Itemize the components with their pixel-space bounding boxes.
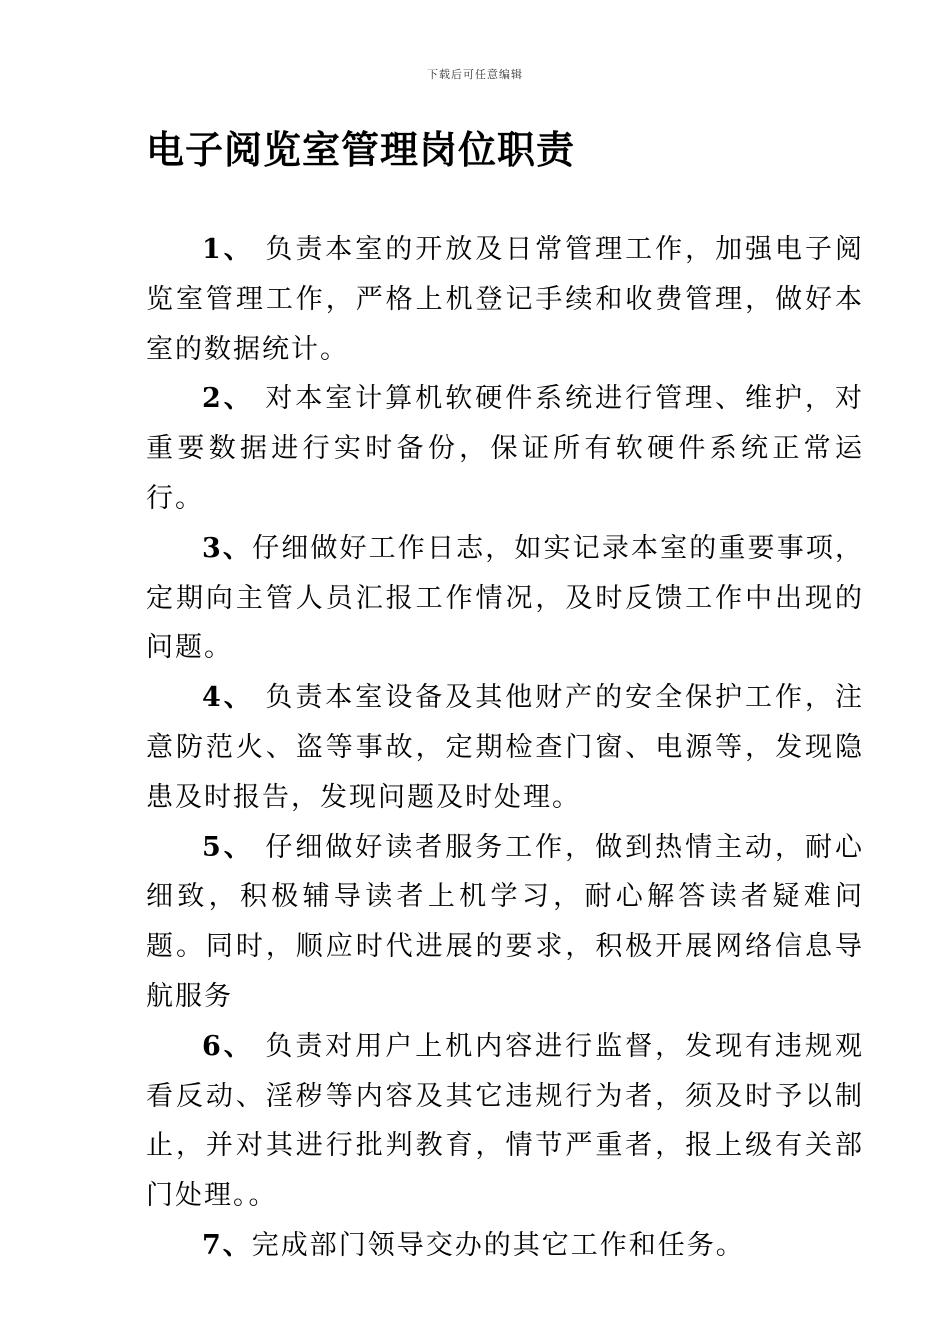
duty-text: 仔细做好工作日志，如实记录本室的重要事项，定期向主管人员汇报工作情况，及时反馈工作中出现的问题。: [146, 532, 864, 664]
document-title: 电子阅览室管理岗位职责: [146, 128, 576, 172]
duty-text: 负责本室设备及其他财产的安全保护工作，注意防范火、盗等事故，定期检查门窗、电源等，发现隐患及时报告，发现问题及时处理。: [146, 682, 865, 813]
duty-number: 6、: [202, 1030, 254, 1062]
duty-separator: [254, 832, 266, 863]
duty-item: [146, 225, 864, 374]
duty-number: 1、: [202, 234, 254, 265]
duty-number: 7、: [202, 1229, 252, 1261]
duty-text: 完成部门领导交办的其它工作和任务。: [251, 1229, 745, 1261]
duty-text: 仔细做好读者服务工作，做到热情主动，耐心细致，积极辅导读者上机学习，耐心解答读者疑难问题。同时，顺应时代进展的要求，积极开展网络信息导航服务: [146, 831, 865, 1012]
duty-number: 5、: [202, 831, 254, 863]
duty-item: [146, 823, 864, 1022]
duty-item: [146, 1022, 864, 1221]
duty-separator: [254, 1031, 266, 1062]
duty-item: [146, 374, 864, 523]
duty-item: [146, 524, 864, 673]
duty-text: 负责本室的开放及日常管理工作，加强电子阅览室管理工作，严格上机登记手续和收费管理，做好本室的数据统计。: [146, 234, 865, 365]
duty-separator: [254, 682, 266, 713]
duty-text: 对本室计算机软硬件系统进行管理、维护，对重要数据进行实时备份，保证所有软硬件系统正常运行。: [146, 383, 865, 514]
duty-separator: [254, 383, 266, 414]
duty-number: 2、: [202, 383, 254, 415]
duty-item: [146, 1221, 864, 1271]
header-note: 下载后可任意编辑: [427, 68, 523, 81]
duty-item: [146, 673, 864, 822]
duties-list: [146, 225, 864, 1271]
duty-number: 3、: [202, 532, 253, 564]
duty-text: 负责对用户上机内容进行监督，发现有违规观看反动、淫秽等内容及其它违规行为者，须及时予以制止，并对其进行批判教育，情节严重者，报上级有关部门处理。。: [146, 1030, 865, 1212]
duty-number: 4、: [202, 682, 254, 714]
duty-separator: [254, 234, 266, 265]
